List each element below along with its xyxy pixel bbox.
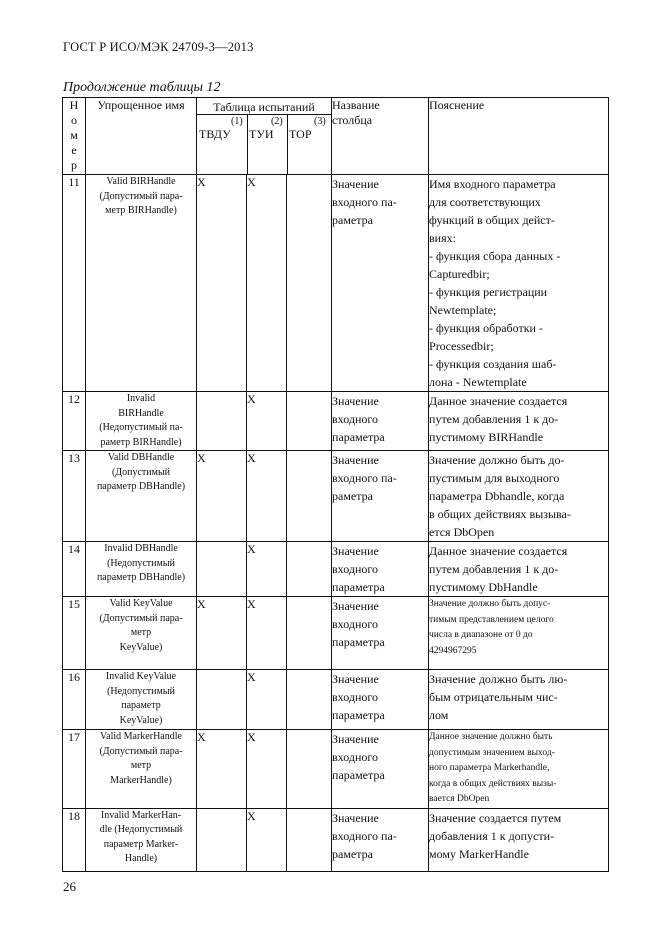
mark-tvdu: X [197, 451, 247, 542]
row-column-name [332, 451, 429, 542]
row-simplified-name [86, 670, 197, 730]
header-test-table-divider [197, 114, 331, 115]
header-tui-note: (2) [271, 116, 283, 127]
header-column-name-line: столбца [332, 113, 373, 127]
document-header: ГОСТ Р ИСО/МЭК 24709-3—2013 [63, 40, 254, 54]
column-name-line: входного [332, 412, 379, 426]
row-explanation [429, 808, 609, 871]
name-line: метр BIRHandle) [105, 205, 177, 216]
explanation-line: Значение должно быть до- [429, 453, 565, 467]
column-name-line: входного па- [332, 471, 397, 485]
row-number: 14 [63, 542, 86, 597]
mark-tor [287, 542, 332, 597]
name-line: (Допустимый пара- [99, 612, 183, 624]
explanation-line: лом [429, 708, 449, 722]
explanation-line: в общих действиях вызыва- [429, 507, 571, 521]
explanation-line: - функция создания шаб- [429, 357, 557, 371]
row-number: 15 [63, 597, 86, 670]
column-name-line: Значение [332, 732, 379, 746]
explanation-line: пустимому BIRHandle [429, 430, 544, 444]
name-line: KeyValue) [119, 714, 163, 726]
column-name-line: раметра [332, 489, 373, 503]
explanation-line: Данное значение создается [429, 544, 568, 558]
name-line: метр [130, 760, 152, 771]
explanation-line: - функция обработки - [429, 321, 543, 335]
header-test-table-title: Таблица испытаний [213, 100, 315, 114]
column-name-line: Значение [332, 394, 379, 408]
row-column-name [332, 542, 429, 597]
explanation-line: Данное значение создается [429, 394, 568, 408]
column-name-line: входного [332, 562, 379, 576]
header-number-letter: е [71, 143, 77, 157]
name-line: Invalid KeyValue [105, 671, 177, 682]
row-column-name [332, 175, 429, 392]
header-number-letter: р [71, 158, 77, 172]
table-row [63, 597, 609, 670]
mark-tui: X [247, 730, 287, 809]
name-line: параметр [121, 700, 161, 711]
explanation-line: добавления 1 к допусти- [429, 828, 555, 843]
mark-tor [287, 730, 332, 809]
explanation-line: допустимым значением выход- [429, 747, 555, 758]
header-number [63, 98, 86, 175]
explanation-line: Newtemplate; [429, 303, 497, 317]
table-row [63, 730, 609, 809]
name-line: (Допустимый пара- [99, 745, 183, 757]
row-number: 17 [63, 730, 86, 809]
column-name-line: параметра [332, 708, 385, 722]
header-test-table [197, 98, 332, 175]
row-explanation [429, 451, 609, 542]
row-explanation [429, 392, 609, 451]
row-column-name [332, 808, 429, 871]
column-name-line: Значение [332, 177, 379, 191]
column-name-line: параметра [332, 580, 385, 594]
header-subcolumn-divider [247, 114, 248, 174]
mark-tor [287, 670, 332, 730]
test-table [62, 97, 609, 872]
header-column-name [332, 98, 429, 175]
header-tor: ТОР [289, 127, 312, 141]
explanation-line: Значение должно быть лю- [429, 672, 568, 686]
explanation-line: вается DbOpen [429, 794, 490, 804]
column-name-line: Значение [332, 810, 379, 825]
header-tvdu: ТВДУ [199, 127, 231, 141]
explanation-line: тимым представлением целого [429, 614, 554, 625]
column-name-line: параметра [332, 635, 385, 649]
column-name-line: входного [332, 617, 379, 631]
row-number: 12 [63, 392, 86, 451]
explanation-line: лона - Newtemplate [429, 375, 527, 389]
row-simplified-name [86, 451, 197, 542]
name-line: Handle) [124, 853, 158, 864]
mark-tvdu [197, 392, 247, 451]
explanation-line: бым отрицательным чис- [429, 690, 558, 704]
explanation-line: - функция регистрации [429, 285, 548, 299]
row-number: 16 [63, 670, 86, 730]
row-number: 18 [63, 808, 86, 871]
name-line: метр [130, 627, 152, 638]
row-simplified-name [86, 808, 197, 871]
table-caption: Продолжение таблицы 12 [63, 80, 221, 95]
mark-tvdu [197, 542, 247, 597]
explanation-line: Capturedbir; [429, 267, 490, 281]
explanation-line: ного параметра Markerhandle, [429, 763, 550, 773]
table-row [63, 392, 609, 451]
header-subcolumn-divider [287, 114, 288, 174]
row-explanation [429, 670, 609, 730]
mark-tui: X [247, 175, 287, 392]
mark-tvdu: X [197, 597, 247, 670]
row-column-name [332, 597, 429, 670]
header-simplified-name: Упрощенное имя [86, 98, 197, 175]
explanation-line: Значение создается путем [429, 810, 562, 825]
name-line: раметр BIRHandle) [100, 436, 182, 448]
explanation-line: когда в общих действиях вызы- [429, 778, 557, 789]
column-name-line: входного [332, 690, 379, 704]
mark-tui: X [247, 670, 287, 730]
row-simplified-name [86, 542, 197, 597]
header-number-letter: о [71, 113, 77, 127]
name-line: KeyValue) [119, 641, 163, 653]
row-column-name [332, 670, 429, 730]
row-number: 13 [63, 451, 86, 542]
table-row [63, 542, 609, 597]
explanation-line: 4294967295 [429, 645, 477, 656]
row-explanation [429, 730, 609, 809]
explanation-line: Processedbir; [429, 339, 494, 353]
mark-tvdu [197, 808, 247, 871]
explanation-line: мому MarkerHandle [429, 846, 529, 861]
table-row [63, 670, 609, 730]
column-name-line: параметра [332, 768, 385, 782]
explanation-line: ется DbOpen [429, 525, 495, 539]
mark-tor [287, 597, 332, 670]
page-number: 26 [63, 879, 76, 894]
mark-tor [287, 808, 332, 871]
explanation-line: Имя входного параметра [429, 177, 556, 191]
header-number-letter: Н [69, 98, 79, 112]
table-row [63, 175, 609, 392]
row-simplified-name [86, 730, 197, 809]
table-row [63, 808, 609, 871]
table-header-row [63, 98, 609, 175]
name-line: параметр DBHandle) [96, 572, 186, 583]
mark-tvdu: X [197, 730, 247, 809]
header-tor-note: (3) [314, 116, 326, 127]
column-name-line: Значение [332, 453, 379, 467]
name-line: dle (Недопустимый [99, 824, 183, 835]
explanation-line: путем добавления 1 к до- [429, 412, 559, 426]
row-column-name [332, 392, 429, 451]
name-line: Valid KeyValue [109, 598, 173, 609]
column-name-line: Значение [332, 599, 379, 613]
table-row [63, 451, 609, 542]
name-line: (Допустимый пара- [99, 190, 183, 202]
mark-tvdu [197, 670, 247, 730]
name-line: BIRHandle [118, 407, 164, 419]
name-line: Valid DBHandle [107, 452, 175, 463]
row-simplified-name [86, 392, 197, 451]
explanation-line: Значение должно быть допус- [429, 599, 551, 609]
column-name-line: раметра [332, 846, 373, 861]
column-name-line: раметра [332, 213, 373, 227]
name-line: Invalid [126, 393, 156, 404]
name-line: (Недопустимый па- [99, 422, 183, 433]
header-tui: ТУИ [249, 127, 274, 141]
name-line: Invalid DBHandle [104, 543, 178, 554]
column-name-line: параметра [332, 430, 385, 444]
explanation-line: пустимому DbHandle [429, 580, 538, 594]
mark-tor [287, 451, 332, 542]
explanation-line: виях: [429, 231, 456, 245]
explanation-line: пустимым для выходного [429, 471, 560, 485]
column-name-line: входного па- [332, 828, 397, 843]
column-name-line: входного па- [332, 195, 397, 209]
row-number: 11 [63, 175, 86, 392]
explanation-line: числа в диапазоне от 0 до [429, 630, 533, 640]
explanation-line: для соответствующих [429, 195, 541, 209]
header-number-letter: м [70, 128, 78, 142]
explanation-line: - функция сбора данных - [429, 249, 561, 263]
header-tvdu-note: (1) [231, 116, 243, 127]
row-simplified-name [86, 597, 197, 670]
mark-tui: X [247, 597, 287, 670]
mark-tui: X [247, 808, 287, 871]
mark-tvdu: X [197, 175, 247, 392]
header-explanation: Пояснение [429, 98, 609, 175]
name-line: (Недопустимый [107, 557, 175, 569]
explanation-line: функций в общих дейст- [429, 213, 555, 227]
name-line: параметр Marker- [103, 838, 179, 850]
column-name-line: Значение [332, 672, 379, 686]
mark-tor [287, 175, 332, 392]
mark-tui: X [247, 542, 287, 597]
mark-tui: X [247, 392, 287, 451]
explanation-line: Данное значение должно быть [429, 732, 553, 742]
row-simplified-name [86, 175, 197, 392]
name-line: (Недопустимый [107, 685, 175, 697]
column-name-line: Значение [332, 544, 379, 558]
row-explanation [429, 542, 609, 597]
name-line: MarkerHandle) [110, 774, 172, 786]
name-line: (Допустимый [111, 466, 171, 478]
column-name-line: входного [332, 750, 379, 764]
name-line: параметр DBHandle) [96, 481, 186, 492]
row-explanation [429, 597, 609, 670]
name-line: Invalid MarkerHan- [100, 809, 182, 821]
row-column-name [332, 730, 429, 809]
name-line: Valid MarkerHandle [100, 731, 182, 742]
header-column-name-line: Название [332, 98, 380, 112]
row-explanation [429, 175, 609, 392]
name-line: Valid BIRHandle [106, 176, 176, 187]
explanation-line: параметра Dbhandle, когда [429, 489, 565, 503]
mark-tor [287, 392, 332, 451]
mark-tui: X [247, 451, 287, 542]
explanation-line: путем добавления 1 к до- [429, 562, 559, 576]
